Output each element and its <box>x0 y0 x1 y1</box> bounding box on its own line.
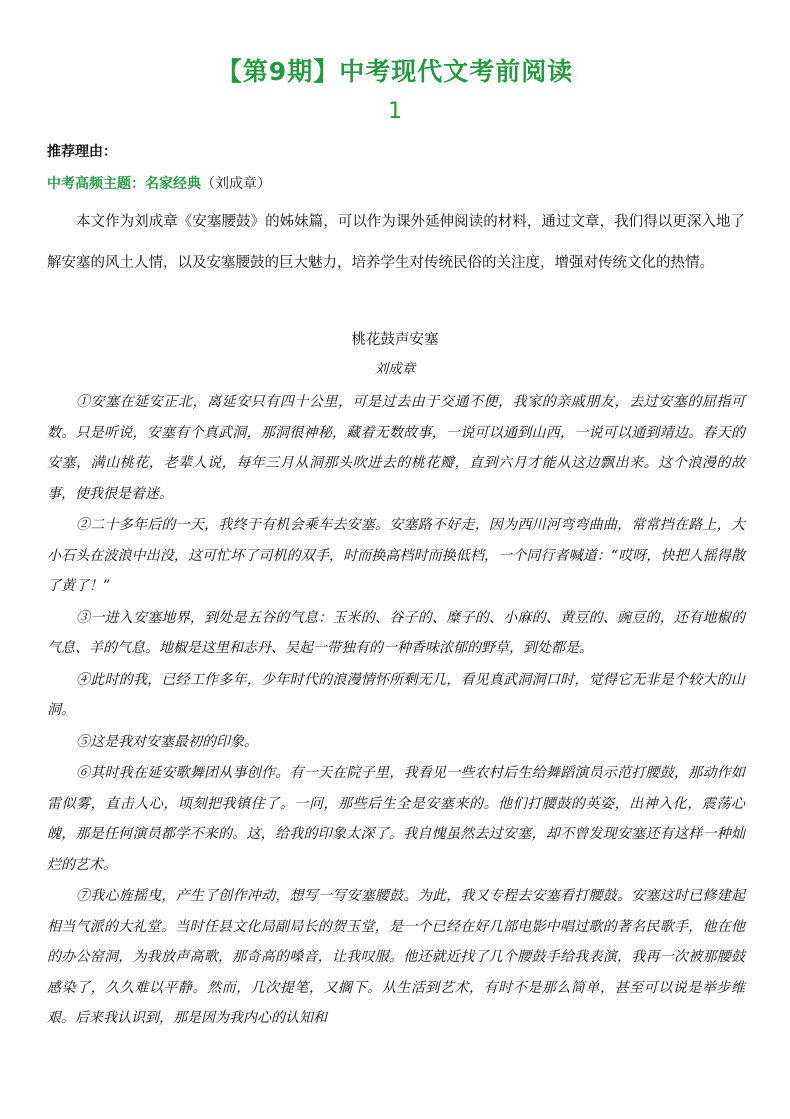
recommendation-intro: 本文作为刘成章《安塞腰鼓》的姊妹篇，可以作为课外延伸阅读的材料，通过文章，我们得以更深入地了解安塞的风土人情，以及安塞腰鼓的巨大魅力，培养学生对传统民俗的关注度，增强对传统文化的热情。 <box>47 214 745 271</box>
page-title: 【第9期】中考现代文考前阅读 <box>216 57 574 86</box>
paragraph: ④此时的我，已经工作多年，少年时代的浪漫情怀所剩无几，看见真武洞洞口时，觉得它无非是个较大的山洞。 <box>47 671 745 718</box>
issue-number: 1 <box>388 99 402 124</box>
article-title: 桃花鼓声安塞 <box>351 332 439 348</box>
paragraph: ⑥其时我在延安歌舞团从事创作。有一天在院子里，我看见一些农村后生给舞蹈演员示范打腰鼓，那动作如雷似雾，直击人心，顷刻把我镇住了。一问，那些后生全是安塞来的。他们打腰鼓的英姿，出神入化，震荡心魄，那是任何演员都学不来的。这，给我的印象太深了。我自愧虽然去过安塞，却不曾发现安塞还有这样一种灿烂的艺术。 <box>47 765 745 873</box>
paragraph: ①安塞在延安正北，离延安只有四十公里，可是过去由于交通不便，我家的亲戚朋友，去过安塞的屈指可数。只是听说，安塞有个真武洞，那洞很神秘，藏着无数故事，一说可以通到山西，一说可以通到靖边。春天的安塞，满山桃花，老辈人说，每年三月从洞那头吹进去的桃花瓣，直到六月才能从这边飘出来。这个浪漫的故事，使我很是着迷。 <box>47 394 745 502</box>
paragraph: ⑦我心旌摇曳，产生了创作冲动，想写一写安塞腰鼓。为此，我又专程去安塞看打腰鼓。安塞这时已修建起相当气派的大礼堂。当时任县文化局副局长的贺玉堂，是一个已经在好几部电影中唱过歌的著名民歌手，他在他的办公窑洞，为我放声高歌，那奇高的嗓音，让我叹服。他还就近找了几个腰鼓手给我表演，我再一次被那腰鼓感染了，久久难以平静。然而，几次提笔，又搁下。从生活到艺术，有时不是那么简单，甚至可以说是举步维艰。后来我认识到，那是因为我内心的认知和 <box>47 888 745 1026</box>
topic-author: （刘成章） <box>201 176 271 192</box>
paragraph: ⑤这是我对安塞最初的印象。 <box>76 733 258 750</box>
article-author: 刘成章 <box>374 361 416 377</box>
topic-key: 中考高频主题：名家经典 <box>47 176 201 192</box>
paragraph: ②二十多年后的一天，我终于有机会乘车去安塞。安塞路不好走，因为西川河弯弯曲曲，常常挡在路上，大小石头在波浪中出没，这可忙坏了司机的双手，时而换高档时而换低档，一个同行者喊道：“哎呀，快把人摇得散了黄了！” <box>47 517 745 594</box>
paragraph: ③一进入安塞地界，到处是五谷的气息：玉米的、谷子的、糜子的、小麻的、黄豆的、豌豆的，还有地椒的气息、羊的气息。地椒是这里和志丹、吴起一带独有的一种香味浓郁的野草，到处都是。 <box>47 609 745 656</box>
recommendation-label: 推荐理由： <box>47 144 117 160</box>
topic-line <box>47 173 271 193</box>
article-body <box>47 387 745 1035</box>
